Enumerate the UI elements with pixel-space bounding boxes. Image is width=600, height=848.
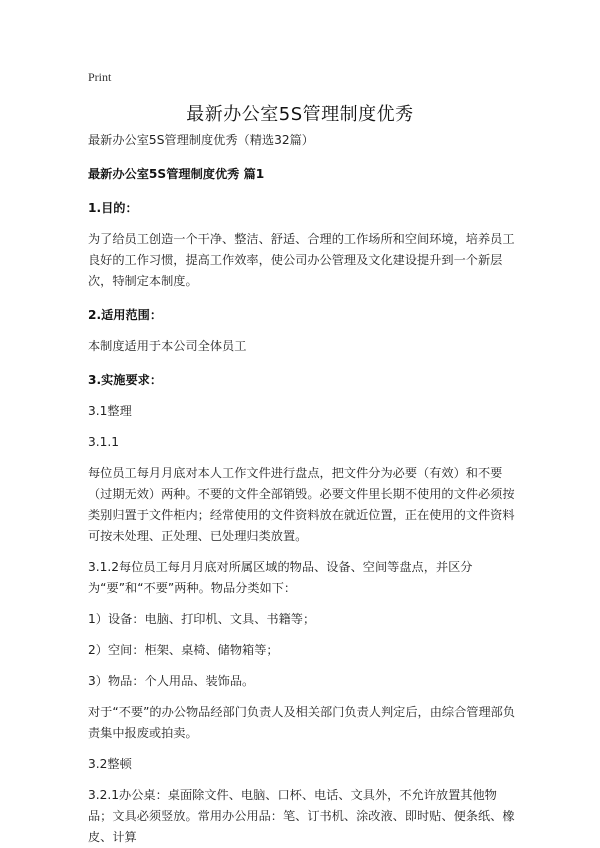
paragraph: 3.2.1办公桌：桌面除文件、电脑、口杯、电话、文具外，不允许放置其他物品；文具必须竖放。常用办公用品：笔、订书机、涂改液、即时贴、便条纸、橡皮、计算 xyxy=(88,788,515,844)
paragraph: 3.1整理 xyxy=(88,404,132,418)
paragraph: 为了给员工创造一个干净、整洁、舒适、合理的工作场所和空间环境，培养员工良好的工作习惯，提高工作效率，使公司办公管理及文化建设提升到一个新层次，特制定本制度。 xyxy=(88,232,515,288)
print-label[interactable]: Print xyxy=(88,70,112,84)
heading-purpose: 1.目的： xyxy=(88,201,138,215)
section-heading: 最新办公室5S管理制度优秀 篇1 xyxy=(88,167,265,181)
document-title: 最新办公室5S管理制度优秀 xyxy=(186,104,414,125)
subtitle: 最新办公室5S管理制度优秀（精选32篇） xyxy=(88,133,314,147)
heading-requirements: 3.实施要求： xyxy=(88,373,163,387)
paragraph: 每位员工每月月底对本人工作文件进行盘点，把文件分为必要（有效）和不要（过期无效）两种。不要的文件全部销毁。必要文件里长期不使用的文件必须按类别归置于文件柜内；经常使用的文件资料放在就近位置，正在使用的文件资料可按未处理、正处理、已处理归类放置。 xyxy=(88,466,515,543)
paragraph: 本制度适用于本公司全体员工 xyxy=(88,339,247,353)
list-item: 3）物品：个人用品、装饰品。 xyxy=(88,674,255,688)
heading-scope: 2.适用范围： xyxy=(88,308,163,322)
paragraph: 3.1.2每位员工每月月底对所属区域的物品、设备、空间等盘点，并区分为“要”和“不要”两种。物品分类如下： xyxy=(88,560,473,595)
paragraph: 3.2整顿 xyxy=(88,757,132,771)
list-item: 2）空间：柜架、桌椅、储物箱等； xyxy=(88,643,279,657)
document-body xyxy=(88,130,520,848)
paragraph: 3.1.1 xyxy=(88,435,120,449)
paragraph: 对于“不要”的办公物品经部门负责人及相关部门负责人判定后，由综合管理部负责集中报废或拍卖。 xyxy=(88,705,516,740)
list-item: 1）设备：电脑、打印机、文具、书籍等； xyxy=(88,612,316,626)
